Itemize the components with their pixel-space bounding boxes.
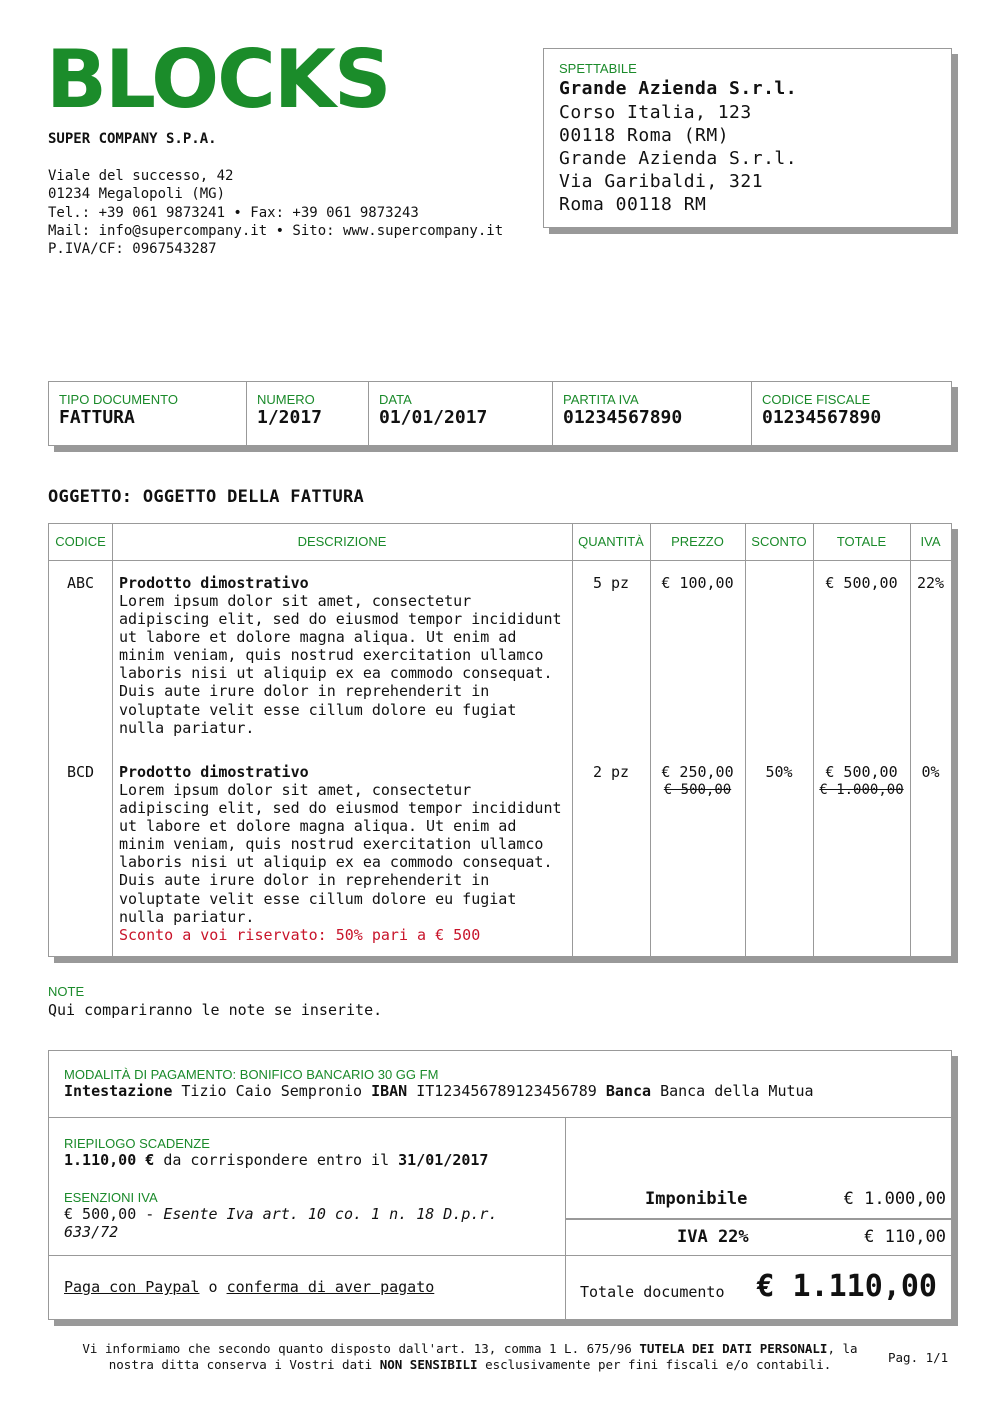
items-table bbox=[48, 523, 952, 957]
bank-value: Banca della Mutua bbox=[660, 1082, 814, 1100]
client-line: 00118 Roma (RM) bbox=[559, 125, 730, 146]
deadline-date: 31/01/2017 bbox=[398, 1151, 489, 1169]
privacy-footer bbox=[60, 1341, 880, 1373]
header-description: DESCRIZIONE bbox=[297, 534, 387, 549]
paypal-link[interactable]: Paga con Paypal bbox=[64, 1278, 200, 1296]
client-label: SPETTABILE bbox=[559, 61, 637, 76]
holder-label: Intestazione bbox=[64, 1082, 173, 1100]
paypal-connector: o bbox=[208, 1278, 218, 1296]
payment-method-label: MODALITÀ DI PAGAMENTO: BONIFICO BANCARIO 30 GG FM bbox=[64, 1067, 439, 1082]
item-description: Lorem ipsum dolor sit amet, consectetur adipiscing elit, sed do eiusmod tempor incididunt ut labore et dolore magna aliqua. Ut enim ad minim veniam, quis nostrud exercitation ullamco laboris nisi ut aliquip ex ea commodo consequat. Duis aute irure dolor in reprehenderit in voluptate velit esse cillum dolore eu fugiat nulla pariatur. bbox=[119, 781, 562, 926]
notes-text: Qui compariranno le note se inserite. bbox=[48, 1001, 383, 1019]
header-quantity: QUANTITÀ bbox=[578, 534, 644, 549]
exemptions-text bbox=[64, 1205, 514, 1241]
deadline-amount: 1.110,00 € bbox=[64, 1151, 155, 1169]
item-discount-note: Sconto a voi riservato: 50% pari a € 500 bbox=[119, 926, 481, 944]
iban-value: IT123456789123456789 bbox=[416, 1082, 597, 1100]
item-vat: 0% bbox=[921, 763, 940, 781]
taxable-label: Imponibile bbox=[645, 1189, 748, 1209]
doc-number-label: NUMERO bbox=[257, 392, 315, 407]
page-number: Pag. 1/1 bbox=[888, 1350, 949, 1365]
footer-bold: NON SENSIBILI bbox=[379, 1357, 478, 1372]
column-divider bbox=[745, 524, 814, 956]
footer-text: nostra ditta conserva i Vostri dati bbox=[108, 1357, 373, 1372]
doc-type-label: TIPO DOCUMENTO bbox=[59, 392, 178, 407]
header-total: TOTALE bbox=[836, 534, 887, 549]
header-price: PREZZO bbox=[671, 534, 724, 549]
company-contact-info bbox=[48, 167, 503, 258]
holder-value: Tizio Caio Sempronio bbox=[181, 1082, 363, 1100]
exemption-amount: € 500,00 - bbox=[64, 1205, 155, 1223]
tax-code-cell bbox=[752, 382, 951, 445]
deadlines-label: RIEPILOGO SCADENZE bbox=[64, 1136, 210, 1151]
notes-label: NOTE bbox=[48, 984, 85, 999]
deadlines-summary bbox=[64, 1151, 488, 1169]
header-vat: IVA bbox=[920, 534, 941, 549]
item-code: ABC bbox=[66, 574, 95, 592]
vat-value: € 110,00 bbox=[864, 1227, 946, 1247]
taxable-value: € 1.000,00 bbox=[843, 1189, 946, 1209]
company-web-line: Mail: info@supercompany.it • Sito: www.supercompany.it bbox=[48, 222, 504, 239]
item-quantity: 5 pz bbox=[592, 574, 630, 592]
document-total-value: € 1.110,00 bbox=[756, 1269, 937, 1304]
doc-date-label: DATA bbox=[379, 392, 412, 407]
doc-number-cell bbox=[247, 382, 369, 445]
header-code: CODICE bbox=[55, 534, 106, 549]
client-name: Grande Azienda S.r.l. bbox=[559, 78, 798, 99]
item-description: Lorem ipsum dolor sit amet, consectetur adipiscing elit, sed do eiusmod tempor incididunt ut labore et dolore magna aliqua. Ut enim ad minim veniam, quis nostrud exercitation ullamco laboris nisi ut aliquip ex ea commodo consequat. Duis aute irure dolor in reprehenderit in voluptate velit esse cillum dolore eu fugiat nulla pariatur. bbox=[119, 592, 562, 737]
client-line: Via Garibaldi, 321 bbox=[559, 171, 764, 192]
item-price: € 100,00 bbox=[661, 574, 734, 592]
client-line: Corso Italia, 123 bbox=[559, 102, 752, 123]
deadline-text: da corrispondere entro il bbox=[163, 1151, 390, 1169]
divider bbox=[565, 1255, 951, 1256]
item-discount: 50% bbox=[765, 763, 793, 781]
item-vat: 22% bbox=[916, 574, 945, 592]
vat-number-label: PARTITA IVA bbox=[563, 392, 639, 407]
vat-label: IVA 22% bbox=[677, 1227, 749, 1247]
invoice-subject: OGGETTO: OGGETTO DELLA FATTURA bbox=[48, 487, 365, 507]
doc-number-value: 1/2017 bbox=[257, 407, 323, 428]
doc-type-cell bbox=[49, 382, 247, 445]
bank-label: Banca bbox=[605, 1082, 652, 1100]
item-quantity: 2 pz bbox=[592, 763, 630, 781]
doc-date-cell bbox=[369, 382, 553, 445]
item-code: BCD bbox=[66, 763, 95, 781]
divider bbox=[565, 1218, 951, 1220]
doc-type-value: FATTURA bbox=[59, 407, 135, 428]
document-info-bar bbox=[48, 381, 952, 446]
tax-code-value: 01234567890 bbox=[762, 407, 882, 428]
item-price: € 250,00 bbox=[661, 763, 734, 781]
paypal-line bbox=[64, 1278, 434, 1296]
vat-number-cell bbox=[553, 382, 752, 445]
doc-date-value: 01/01/2017 bbox=[379, 407, 488, 428]
payment-box bbox=[48, 1050, 952, 1320]
item-price-old: € 500,00 bbox=[663, 782, 732, 798]
document-total-label: Totale documento bbox=[580, 1283, 725, 1301]
company-logo: BLOCKS bbox=[46, 33, 390, 126]
client-box bbox=[543, 48, 952, 228]
iban-label: IBAN bbox=[371, 1082, 408, 1100]
payment-details bbox=[64, 1082, 814, 1100]
item-title: Prodotto dimostrativo bbox=[119, 574, 309, 592]
divider bbox=[49, 1117, 951, 1118]
client-line: Roma 00118 RM bbox=[559, 194, 707, 215]
item-total: € 500,00 bbox=[825, 574, 898, 592]
company-vat-line: P.IVA/CF: 0967543287 bbox=[48, 241, 217, 258]
footer-bold: TUTELA DEI DATI PERSONALI bbox=[639, 1341, 828, 1356]
client-line: Grande Azienda S.r.l. bbox=[559, 148, 798, 169]
item-total: € 500,00 bbox=[825, 763, 898, 781]
footer-text: Vi informiamo che secondo quanto disposto dall'art. 13, comma 1 L. 675/96 bbox=[82, 1341, 632, 1356]
company-phone-line: Tel.: +39 061 9873241 • Fax: +39 061 9873243 bbox=[48, 204, 419, 221]
footer-text: esclusivamente per fini fiscali e/o contabili. bbox=[485, 1357, 832, 1372]
footer-text: , la bbox=[827, 1341, 858, 1356]
header-discount: SCONTO bbox=[751, 534, 807, 549]
company-address-line1: Viale del successo, 42 bbox=[48, 168, 234, 184]
company-address-line2: 01234 Megalopoli (MG) bbox=[48, 186, 226, 203]
confirm-payment-link[interactable]: conferma di aver pagato bbox=[226, 1278, 435, 1296]
divider bbox=[49, 1255, 565, 1256]
exemption-description: Esente Iva art. 10 co. 1 n. 18 D.p.r. 633/72 bbox=[64, 1205, 498, 1241]
company-name: SUPER COMPANY S.P.A. bbox=[48, 131, 217, 147]
vat-number-value: 01234567890 bbox=[563, 407, 683, 428]
item-total-old: € 1.000,00 bbox=[819, 782, 904, 798]
exemptions-label: ESENZIONI IVA bbox=[64, 1190, 158, 1205]
item-title: Prodotto dimostrativo bbox=[119, 763, 309, 781]
tax-code-label: CODICE FISCALE bbox=[762, 392, 871, 407]
